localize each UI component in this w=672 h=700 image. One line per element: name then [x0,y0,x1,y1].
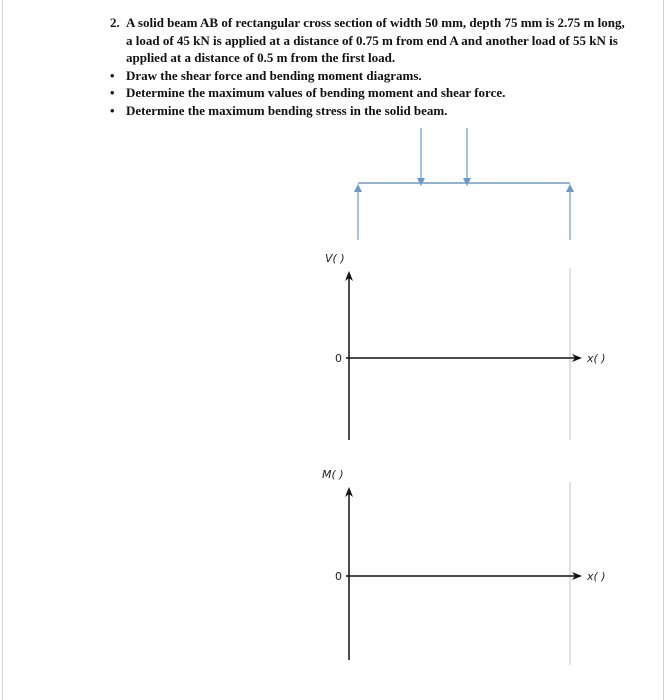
shear-x-label: x( ) [587,352,606,365]
shear-zero-label: 0 [335,352,342,365]
moment-x-label: x( ) [587,570,606,583]
problem-number: 2. [110,15,120,30]
task-text: Draw the shear force and bending moment diagrams. [126,67,422,83]
moment-zero-label: 0 [335,570,342,583]
bullet-icon: • [110,67,115,83]
shear-y-label: V( ) [325,252,345,265]
task-text: Determine the maximum bending stress in the solid beam. [126,102,448,118]
problem-statement-text: A solid beam AB of rectangular cross section of width 50 mm, depth 75 mm is 2.75 m long, a load of 45 kN is applied at a distance of 0.75 m from end A and another load of 55 kN is applied at a distance of 0.5 m from the first load. [126,15,625,65]
shear-diagram [325,252,606,440]
moment-diagram [322,468,606,665]
task-text: Determine the maximum values of bending moment and shear force. [126,85,506,100]
moment-y-label: M( ) [322,468,344,481]
bullet-icon: • [110,102,115,118]
beam-loading [358,128,570,240]
bullet-icon: • [110,85,115,100]
